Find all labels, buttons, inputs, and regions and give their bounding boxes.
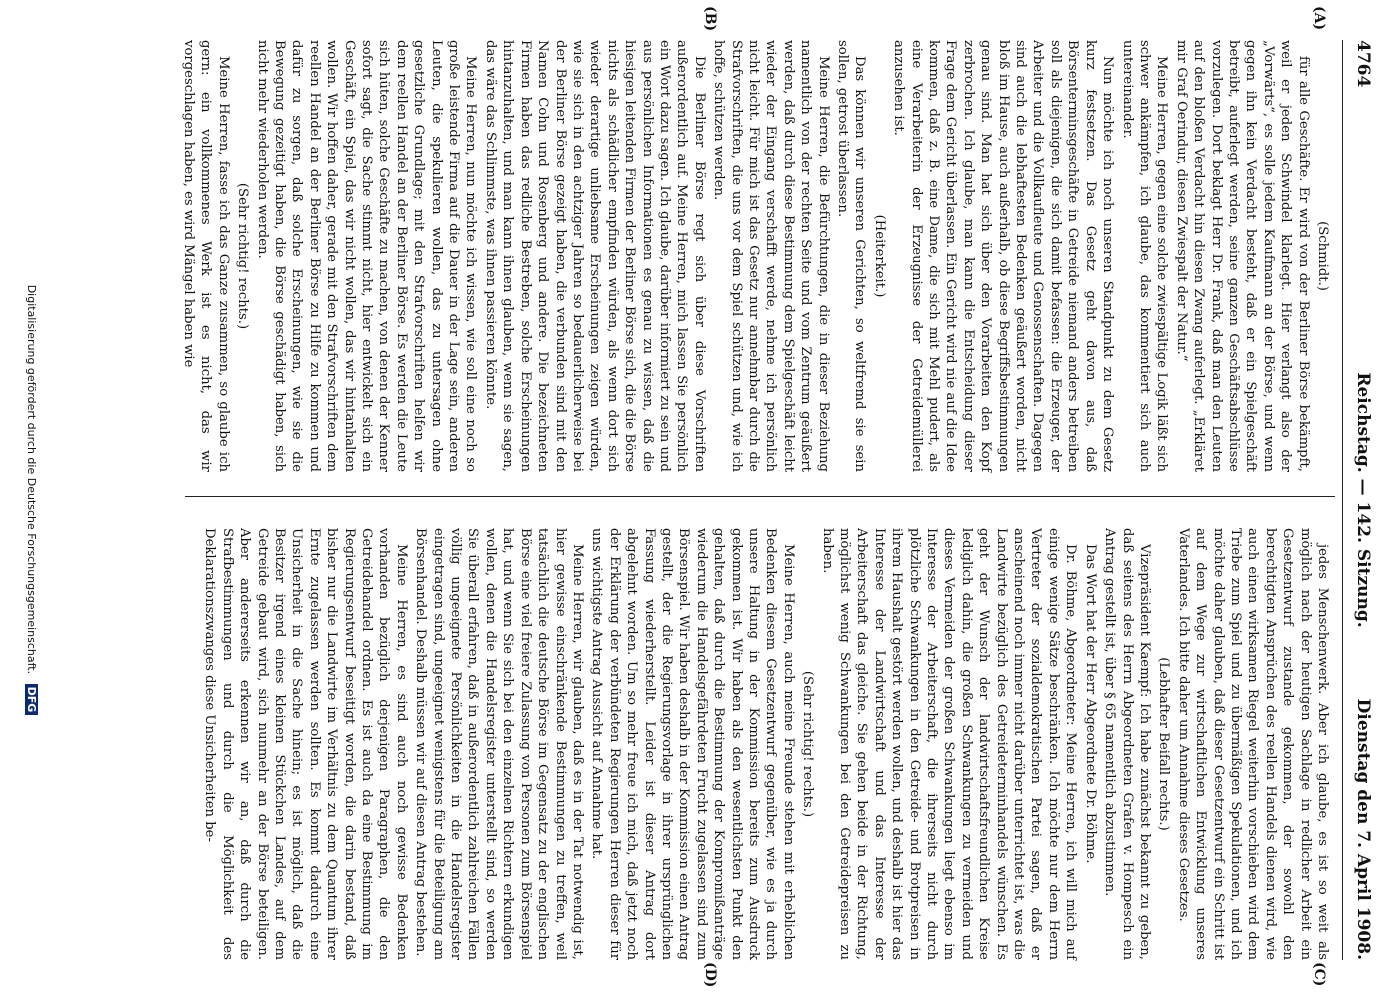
paragraph: Nun möchte ich noch unseren Standpunkt zu dem Gesetz kurz festsetzen. Das Gesetz geht davon aus, daß Börsenterminsgeschäfte in Getreide niemand anders betreiben soll als diejenigen, die sich damit befassen: die Erzeuger, der Arbeiter und die Vollkaufleute und Genossenschaften. Dagegen sind auch die lebhaftesten Bedenken geäußert worden, nicht bloß im Hause, auch außerhalb, ob diese Begriffsbestimmungen genau sind. Man hat sich über den Vorarbeiten den Kopf zerbrochen. Ich glaube, man kann die Entscheidung dieser Frage dem Gericht überlassen. Ein Gericht wird nie auf die Idee kommen, daß z. B. eine Dame, die sich mit Mehl pudert, als eine Verarbeiterin der Erzeugnisse der Getreidemüllerei anzusehen ist. — [891, 40, 1116, 472]
footer-credit: Digitalisierung gefördert durch die Deutsche Forschungsgemeinschaft. — [25, 284, 38, 675]
margin-marker-c: (C) — [1311, 962, 1327, 987]
paragraph: Das können wir unseren Gerichten, so weltfremd sie sein sollen, getrost überlassen. — [835, 40, 868, 472]
paragraph: jedes Menschenwerk. Aber ich glaube, es ist so weit als möglich nach der heutigen Sachlage in redlicher Arbeit ein Gesetzentwurf zustande gekommen, der sowohl den berechtigten Ansprüchen des reellen Handels dienen wird, wie auch einen wirksamen Riegel weiterhin vorschieben wird dem Triebe zum Spiel und zu übermäßigen Spekulationen, und ich möchte daher glauben, daß dieser Gesetzentwurf ein Schritt ist auf dem Wege zur wirtschaftlichen Entwicklung unseres Vaterlandes. Ich bitte daher um Annahme dieses Gesetzes. — [1175, 528, 1330, 960]
column-divider — [185, 496, 1335, 497]
paragraph: Meine Herren, es sind auch noch gewisse Bedenken vorhanden bezüglich derjenigen Paragraphen, die den Getreidehandel ordnen. Es ist auch da eine Bestimmung im Regierungsentwurf beseitigt worden, die darin bestand, daß bisher nur die Landwirte im Verhältnis zu dem Quantum ihrer Ernte zugelassen werden sollten. Es kommt dadurch eine Unsicherheit in die Sache hinein; es ist möglich, daß die Besitzer irgend eines kleinen Stückchen Landes, auf dem Getreide gebaut wird, sich nunmehr an der Börse beteiligen. Aber andererseits erkennen wir an, daß durch die Strafbestimmungen und durch die Möglichkeit des Deklarationszwanges diese Unsicherheiten be- — [202, 528, 409, 960]
margin-marker-a: (A) — [1311, 6, 1327, 31]
paragraph: Meine Herren, nun möchte ich wissen, wie soll eine noch so große leistende Firma auf die Dauer in der Lage sein, anderen Leuten, die spekulieren wollen, das zu untersagen ohne gesetzliche Grundlage; mit den Strafvorschriften helfen wir dem reellen Handel an der Berliner Börse. Es werden die Leute sich hüten, solche Geschäfte zu machen, von denen der Kenner sofort sagt, die Sache stimmt nicht, hier entwickelt sich ein Geschäft, ein Spiel, das wir nicht wollen, das wir hintanhalten wollen. Wir hoffen daher, gerade mit den Strafvorschriften dem reellen Handel an der Berliner Börse zu Hilfe zu kommen und dafür zu sorgen, daß solche Erscheinungen, wie sie die Bewegung gezeitigt haben, die Börse geschädigt haben, sich nicht mehr wiederholen werden. — [254, 40, 479, 472]
paragraph: Meine Herren, die Befürchtungen, die in dieser Beziehung namentlich von der rechten Seite und vom Zentrum geäußert werden, daß durch diese Bestimmung dem Spielgeschäft leicht wieder der Eingang verschafft werde, nehme ich persönlich nicht leicht. Für mich ist das Gesetz nur annehmbar durch die Strafvorschriften, die uns vor dem Spiel schützen und, wie ich hoffe, schützen werden. — [711, 40, 831, 472]
right-column — [196, 528, 1331, 960]
paragraph: Vizepräsident Kaempf: Ich habe zunächst bekannt zu geben, daß seitens des Herrn Abgeordneten Grafen v. Hompesch ein Antrag gestellt ist, über § 65 namentlich abzustimmen. — [1102, 528, 1152, 960]
page-header — [1345, 40, 1373, 960]
paragraph: Dr. Böhme, Abgeordneter: Meine Herren, ich will mich auf einige wenige Sätze beschränken. Ich möchte nur dem Herrn Vertreter der sozialdemokratischen Partei sagen, daß er anscheinend noch immer nicht darüber unterrichtet ist, was die Landwirte bezüglich des Getreideterminhandels wünschen. Es geht der Wunsch der landwirtschaftsfreundlichen Kreise lediglich dahin, die großen Schwankungen zu vermeiden und dieses Vermeiden der großen Schwankungen liegt ebenso im Interesse der Arbeiterschaft, die ihrerseits nicht durch plötzliche Schwankungen in den Getreide- und Brotpreisen in ihrem Haushalt gestört werden wollen, und deshalb ist hier das Interesse der Landwirtschaft und das Interesse der Arbeiterschaft das gleiche. Sie gehen beide in der Richtung, möglichst wenig Schwankungen bei den Getreidepreisen zu haben. — [819, 528, 1079, 960]
paragraph: (Sehr richtig! rechts.) — [235, 182, 251, 330]
page-number: 4764 — [1353, 40, 1373, 88]
footer — [25, 0, 38, 1000]
margin-marker-b: (B) — [702, 6, 718, 32]
left-column — [181, 40, 1331, 472]
margin-marker-d: (D) — [702, 962, 718, 988]
paragraph: Die Berliner Börse regt sich über diese Vorschriften außerordentlich auf. Meine Herren, mich lassen Sie persönlich ein Wort dazu sagen. Ich glaube, darüber informiert zu sein und aus persönlichen Informationen es genau zu wissen, daß die hiesigen leitenden Firmen der Berliner Börse sich, die die Börse nichts als schädlicher empfinden würden, als wenn dort sich wieder derartige unliebsame Erscheinungen zeigen würden, wie sie sich in den achtziger Jahren so bedauerlicherweise bei der Berliner Börse gezeigt haben, die verbunden sind mit den Namen Cohn und Rosenberg und andere. Die bezeichneten Firmen haben das redliche Bestreben, solche Erscheinungen hintanzuhalten, und man kann ihnen glauben, wenn sie sagen, das wäre das Schlimmste, was ihnen passieren könnte. — [482, 40, 707, 472]
paragraph: für alle Geschäfte. Er wird von der Berliner Börse bekämpft, weil er jeden Schwindel klarlegt. Hier verlangt also der „Vorwärts“, es solle jedem Kaufmann an der Börse, und wenn gegen ihn kein Verdacht besteht, daß er ein Spielgeschäft betreibt, auferlegt werden, seine ganzen Geschäftsabschlüsse vorzulegen. Dort beklagt Herr Dr. Frank, daß man den Leuten auf den bloßen Verdacht hin diesen Zwang auferlegt. „Erkläret mir Graf Oerindur, diesen Zwiespalt der Natur.“ — [1173, 40, 1311, 472]
header-title: Reichstag. — 142. Sitzung. — [1353, 372, 1373, 628]
paragraph: Meine Herren, wir glauben, daß es in der Tat notwendig ist, hier gewisse einschränkende Bestimmungen zu treffen, weil tatsächlich die deutsche Börse im Gegensatz zu der englischen Börse eine viel freiere Zulassung von Personen zum Börsenspiel hat, und wenn Sie sich bei den einzelnen Richtern erkundigen wollen, denen die Handelsregister unterstellt sind, so werden Sie überall erfahren, daß in außerordentlich zahlreichen Fällen völlig ungeeignete Persönlichkeiten in die Handelsregister eingetragen sind, ungeeignet wenigstens für die Beteiligung am Börsenhandel. Deshalb müssen wir auf diesen Antrag bestehen. — [413, 528, 585, 960]
paragraph: (Schmidt.) — [1315, 221, 1330, 291]
paragraph: (Lebhafter Beifall rechts.) — [1156, 657, 1172, 831]
paragraph: Meine Herren, gegen eine solche zwiespältige Logik läßt sich schwer ankämpfen, ich glaube, das kommentiert sich auch untereinander. — [1119, 40, 1170, 472]
paragraph: Meine Herren, fasse ich das Ganze zusammen, so glaube ich gern: ein vollkommenes Werk ist es nicht, das wir vorgeschlagen haben, es wird Mängel haben wie — [181, 40, 231, 472]
dfg-logo: DFG — [25, 684, 38, 716]
header-date: Dienstag den 7. April 1908. — [1353, 698, 1373, 960]
paragraph: Das Wort hat der Herr Abgeordnete Dr. Böhme. — [1082, 544, 1098, 864]
header-rule — [1342, 40, 1343, 960]
paragraph: (Heiterkeit.) — [871, 214, 887, 298]
paragraph: Meine Herren, auch meine Freunde stehen mit erheblichen Bedenken diesem Gesetzentwurf gegenüber, wie es ja durch unsere Haltung in der Kommission bereits zum Ausdruck gekommen ist. Wir haben als den wesentlichsten Punkt den gehalten, daß durch die Bestimmung der Kompromißanträge wiederum die Handelsgefährdeten Frucht zugelassen sind zum Börsenspiel. Wir haben deshalb in der Kommission einen Antrag gestellt, der die Regierungsvorlage in ihrer ursprünglichen Fassung wiederherstellt. Leider ist dieser Antrag dort abgelehnt worden. Um so mehr freue ich mich, daß jetzt noch der Erklärung der verbündeten Regierungen Herren dieser für uns wichtigste Antrag Aussicht auf Annahme hat. — [589, 528, 796, 960]
paragraph: (Sehr richtig! rechts.) — [800, 670, 816, 818]
